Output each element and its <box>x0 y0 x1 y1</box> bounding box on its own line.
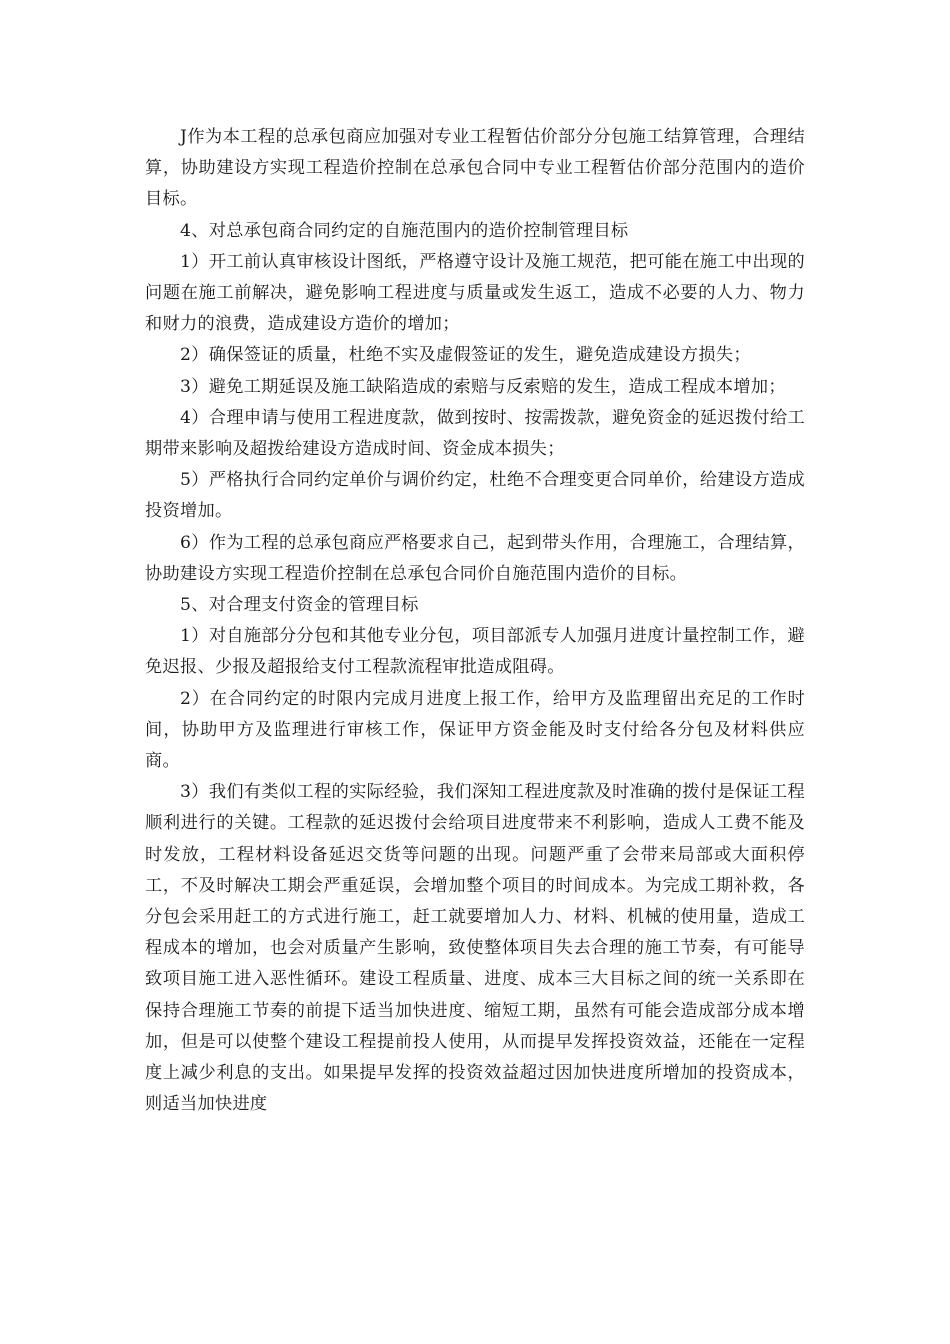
paragraph: 4）合理申请与使用工程进度款，做到按时、按需拨款，避免资金的延迟拨付给工期带来影响及超拨给建设方造成时间、资金成本损失； <box>145 407 805 460</box>
paragraph: J作为本工程的总承包商应加强对专业工程暂估价部分分包施工结算管理，合理结算，协助建设方实现工程造价控制在总承包合同中专业工程暂估价部分范围内的造价目标。 <box>145 127 805 210</box>
document-body <box>145 122 805 1121</box>
paragraph: 6）作为工程的总承包商应严格要求自己，起到带头作用，合理施工，合理结算，协助建设方实现工程造价控制在总承包合同价自施范围内造价的目标。 <box>145 532 805 584</box>
paragraph: 2）确保签证的质量，杜绝不实及虚假签证的发生，避免造成建设方损失； <box>180 345 751 366</box>
paragraph: 2）在合同约定的时限内完成月进度上报工作，给甲方及监理留出充足的工作时间，协助甲方及监理进行审核工作，保证甲方资金能及时支付给各分包及材料供应商。 <box>145 688 805 772</box>
paragraph: 5）严格执行合同约定单价与调价约定，杜绝不合理变更合同单价，给建设方造成投资增加。 <box>145 470 805 522</box>
paragraph: 1）开工前认真审核设计图纸，严格遵守设计及施工规范，把可能在施工中出现的问题在施工前解决，避免影响工程进度与质量或发生返工，造成不必要的人力、物力和财力的浪费，造成建设方造价的增加； <box>145 251 805 335</box>
section-heading: 4、对总承包商合同约定的自施范围内的造价控制管理目标 <box>180 220 629 241</box>
section-heading: 5、对合理支付资金的管理目标 <box>180 595 419 616</box>
paragraph: 3）我们有类似工程的实际经验，我们深知工程进度款及时准确的拨付是保证工程顺利进行的关键。工程款的延迟拨付会给项目进度带来不利影响，造成人工费不能及时发放，工程材料设备延迟交货等问题的出现。问题严重了会带来局部或大面积停工，不及时解决工期会严重延误，会增加整个项目的时间成本。为完成工期补救，各分包会采用赶工的方式进行施工，赶工就要增加人力、材料、机械的使用量，造成工程成本的增加，也会对质量产生影响，致使整体项目失去合理的施工节奏，有可能导致项目施工进入恶性循环。建设工程质量、进度、成本三大目标之间的统一关系即在保持合理施工节奏的前提下适当加快进度、缩短工期，虽然有可能会造成部分成本增加，但是可以使整个建设工程提前投人使用，从而提早发挥投资效益，还能在一定程度上减少利息的支出。如果提早发挥的投资效益超过因加快进度所增加的投资成本，则适当加快进度 <box>145 782 805 1115</box>
paragraph: 1）对自施部分分包和其他专业分包，项目部派专人加强月进度计量控制工作，避免迟报、少报及超报给支付工程款流程审批造成阻碍。 <box>145 626 805 678</box>
paragraph: 3）避免工期延误及施工缺陷造成的索赔与反索赔的发生，造成工程成本增加； <box>180 376 786 397</box>
